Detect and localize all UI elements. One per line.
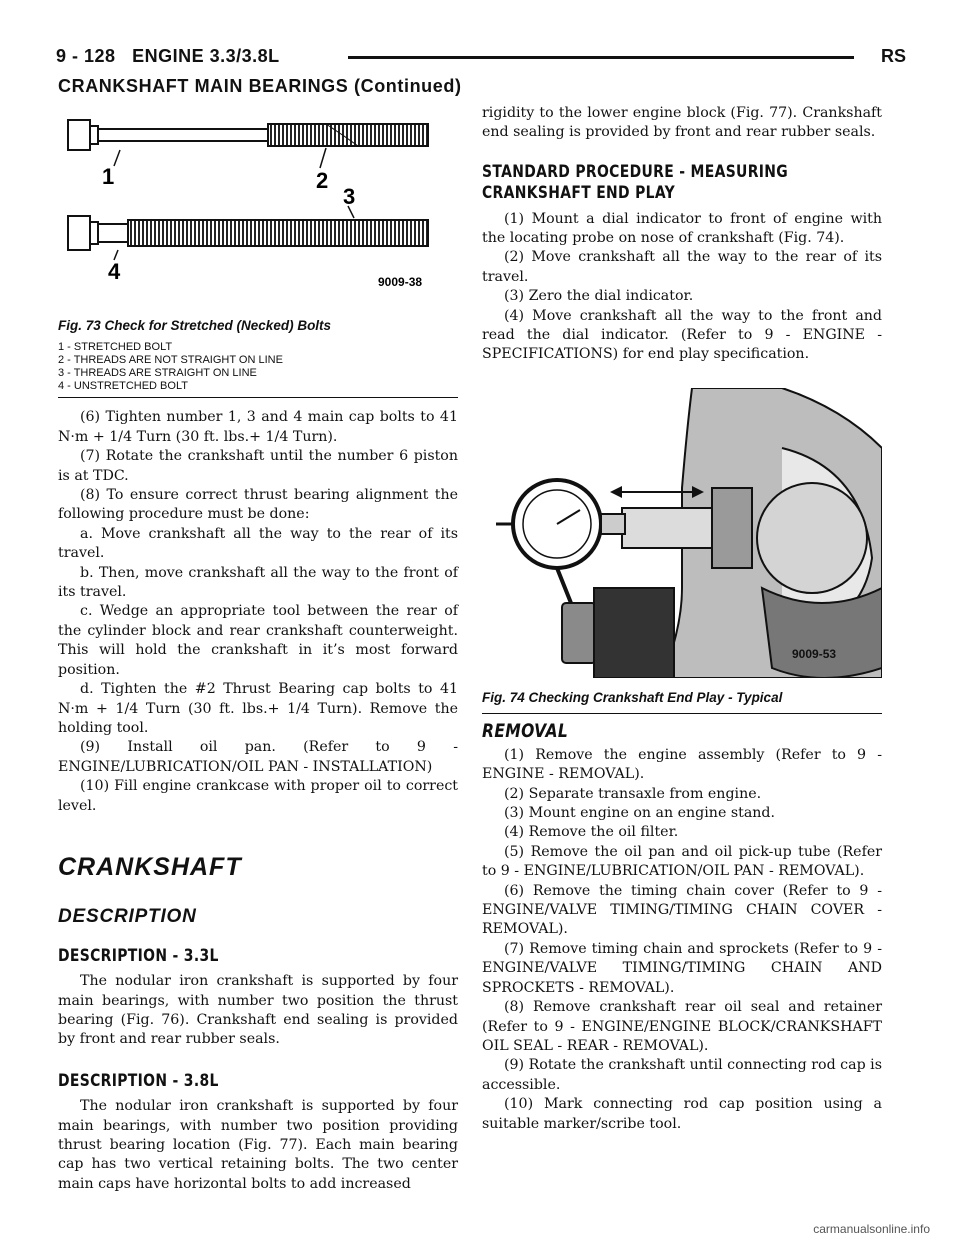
legend-item: 4 - UNSTRETCHED BOLT [58,380,188,393]
fig73-bolts-illustration [58,104,458,294]
page-ref: 9 - 128 ENGINE 3.3/3.8L [56,46,280,66]
removal-heading: REMOVAL [482,720,569,743]
page-header [56,46,906,72]
callout-1: 1 [102,164,115,189]
step-7: (7) Rotate the crankshaft until the number 6 piston is at TDC. [58,448,458,484]
end-play-heading-2: CRANKSHAFT END PLAY [482,183,676,204]
header-model: RS [880,46,906,66]
left-column [58,316,458,1194]
fig74-dial-indicator-illustration [482,388,882,678]
removal-step-9: (9) Rotate the crankshaft until connecting rod cap is accessible. [482,1057,882,1093]
fig74-code: 9009-53 [792,647,837,661]
legend-item: 3 - THREADS ARE STRAIGHT ON LINE [58,367,257,380]
end-play-heading-1: STANDARD PROCEDURE - MEASURING [482,161,789,182]
header-rule [348,56,854,59]
removal-step-1: (1) Remove the engine assembly (Refer to 9 - ENGINE - REMOVAL). [482,746,882,783]
step-8d: d. Tighten the #2 Thrust Bearing cap bolts to 41 N·m + 1/4 Turn (30 ft. lbs.+ 1/4 Turn). Remove the holding tool. [58,681,458,736]
step-8c: c. Wedge an appropriate tool between the rear of the cylinder block and rear crankshaft counterweight. This will hold the crankshaft in it’s most forward position. [58,603,458,678]
fig74-rule [482,713,882,714]
continued-title: CRANKSHAFT MAIN BEARINGS (Continued) [58,76,462,96]
end-play-step-2: (2) Move crankshaft all the way to the rear of its travel. [482,249,882,285]
fig73-rule [58,397,458,398]
description-heading: DESCRIPTION [58,906,197,928]
desc38-text: The nodular iron crankshaft is supported by four main bearings, with number two position providing thrust bearing location (Fig. 77). Each main bearing cap has two vertical retaining bolts. The two center main caps have horizontal bolts to add increased [58,1098,458,1192]
legend-item: 1 - STRETCHED BOLT [58,341,173,354]
removal-step-10: (10) Mark connecting rod cap position using a suitable marker/scribe tool. [482,1096,882,1132]
removal-step-4: (4) Remove the oil filter. [504,824,679,841]
callout-2: 2 [316,168,329,193]
step-9: (9) Install oil pan. (Refer to 9 - ENGINE/LUBRICATION/OIL PAN - INSTALLATION) [58,739,458,775]
watermark: carmanualsonline.info [813,1222,930,1236]
removal-step-5: (5) Remove the oil pan and oil pick-up tube (Refer to 9 - ENGINE/LUBRICATION/OIL PAN - REMOVAL). [482,843,882,880]
fig73-legend [58,341,458,393]
desc33-heading: DESCRIPTION - 3.3L [58,945,219,966]
step-6: (6) Tighten number 1, 3 and 4 main cap bolts to 41 N·m + 1/4 Turn (30 ft. lbs.+ 1/4 Turn). [58,409,458,445]
removal-step-8: (8) Remove crankshaft rear oil seal and retainer (Refer to 9 - ENGINE/ENGINE BLOCK/CRANKSHAFT OIL SEAL - REAR - REMOVAL). [482,999,882,1054]
removal-step-3: (3) Mount engine on an engine stand. [504,805,776,822]
crankshaft-heading: CRANKSHAFT [58,852,242,881]
fig73-code: 9009-38 [378,275,423,289]
step-8b: b. Then, move crankshaft all the way to the front of its travel. [58,564,458,601]
end-play-step-3: (3) Zero the dial indicator. [504,288,694,305]
right-column-lower [482,688,882,1134]
desc38-continued: rigidity to the lower engine block (Fig. 77). Crankshaft end sealing is provided by front and rear rubber seals. [482,105,882,141]
removal-step-2: (2) Separate transaxle from engine. [504,785,762,802]
step-10: (10) Fill engine crankcase with proper oil to correct level. [58,778,458,814]
unstretched-bolt [68,216,428,250]
end-play-step-4: (4) Move crankshaft all the way to the front and read the dial indicator. (Refer to 9 - ENGINE - SPECIFICATIONS) for end play specification. [482,307,882,363]
callout-3: 3 [343,184,356,209]
step-8a: a. Move crankshaft all the way to the rear of its travel. [58,525,458,562]
right-column [482,104,882,365]
legend-item: 2 - THREADS ARE NOT STRAIGHT ON LINE [58,354,283,367]
step-8: (8) To ensure correct thrust bearing alignment the following procedure must be done: [58,487,458,523]
fig73-caption: Fig. 73 Check for Stretched (Necked) Bolts [58,318,332,333]
desc33-text: The nodular iron crankshaft is supported by four main bearings, with number two position the thrust bearing (Fig. 76). Crankshaft end sealing is provided by front and rear rubber seals. [58,973,458,1048]
callout-4: 4 [108,259,121,284]
end-play-step-1: (1) Mount a dial indicator to front of engine with the locating probe on nose of crankshaft (Fig. 74). [482,210,882,247]
removal-step-6: (6) Remove the timing chain cover (Refer to 9 - ENGINE/VALVE TIMING/TIMING CHAIN COVER - REMOVAL). [482,882,882,938]
removal-step-7: (7) Remove timing chain and sprockets (Refer to 9 - ENGINE/VALVE TIMING/TIMING CHAIN AND SPROCKETS - REMOVAL). [482,940,882,996]
stretched-bolt [68,120,428,150]
fig74-caption: Fig. 74 Checking Crankshaft End Play - Typical [482,690,783,705]
desc38-heading: DESCRIPTION - 3.8L [58,1070,219,1091]
